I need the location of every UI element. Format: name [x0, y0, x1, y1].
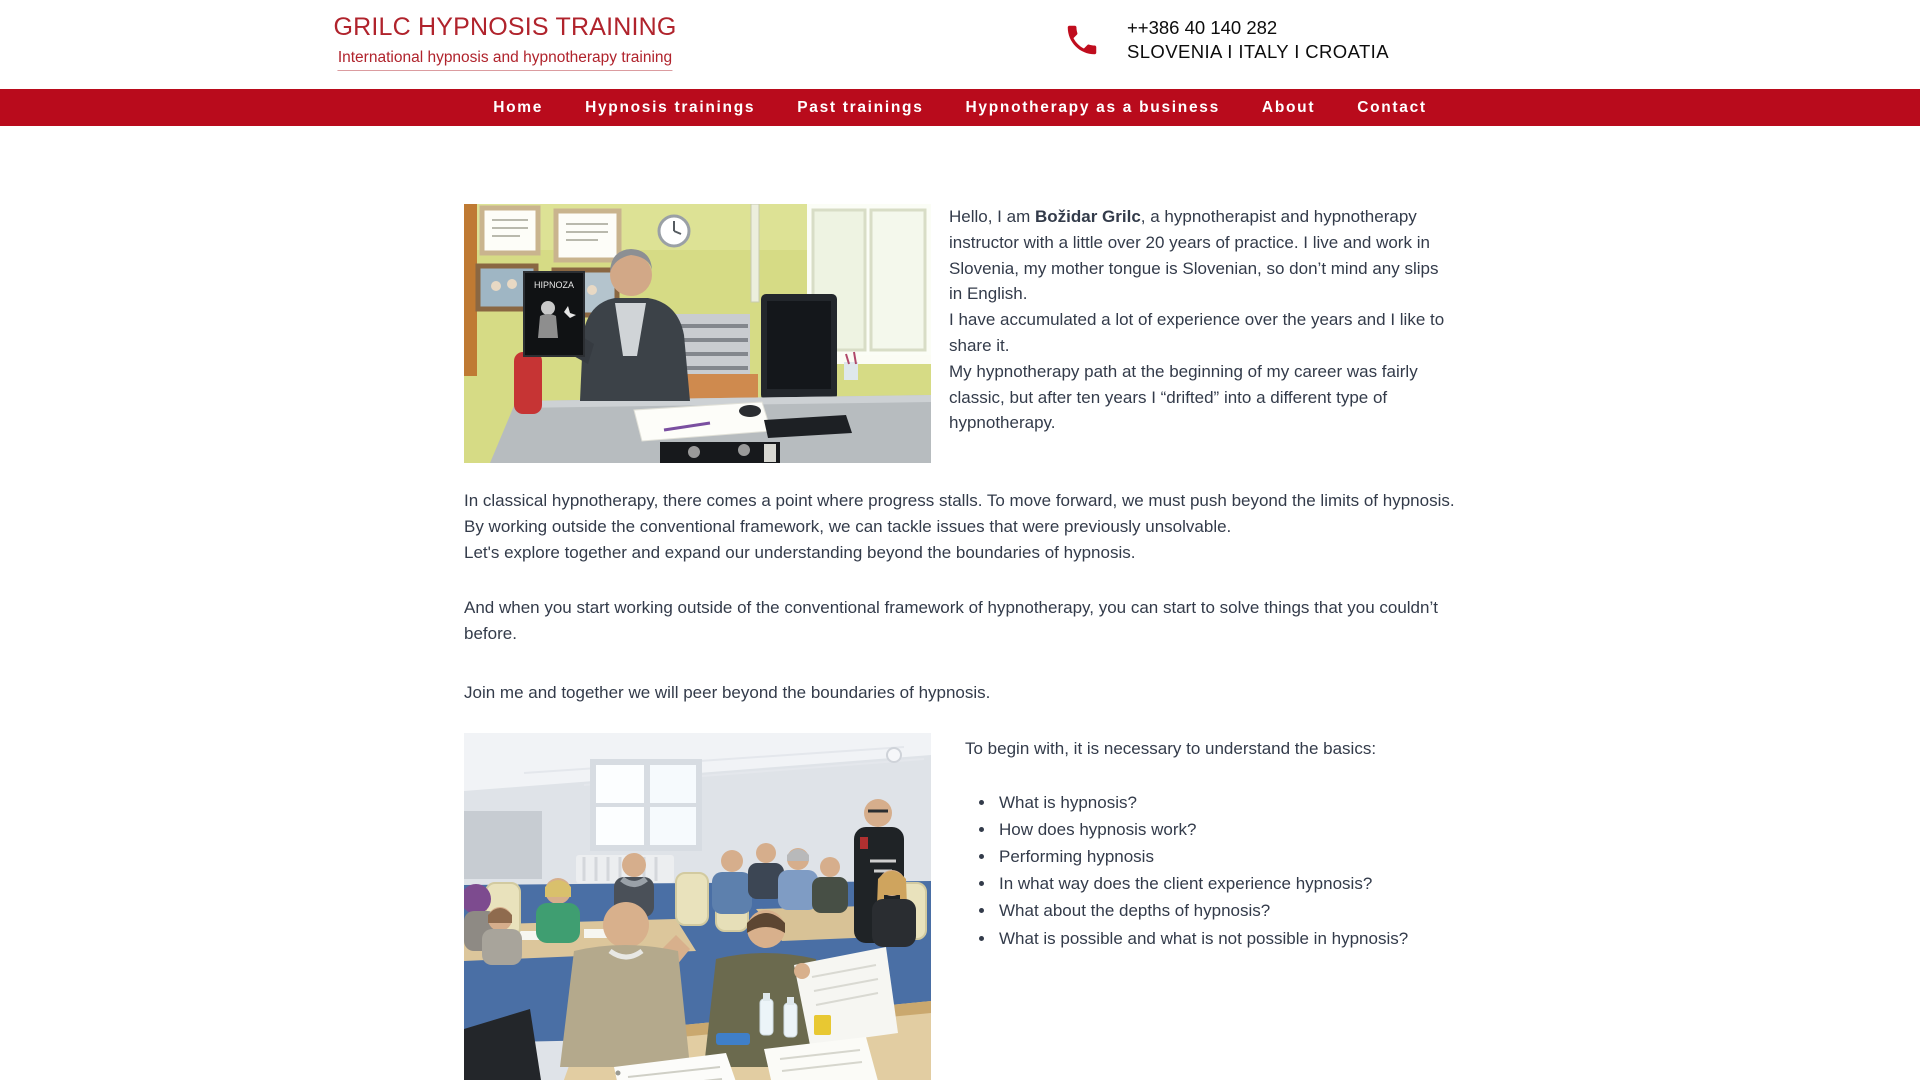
- office-photo: [464, 204, 931, 463]
- basics-item: • What is possible and what is not possible in hypnosis?: [996, 925, 1429, 952]
- book-title: HIPNOZA: [533, 280, 575, 290]
- basics-item: • What about the depths of hypnosis?: [996, 897, 1429, 924]
- basics-row: [464, 733, 1456, 1080]
- classical-hypnotherapy-text: In classical hypnotherapy, there comes a point where progress stalls. To move forward, we must push beyond the limits of hypnosis. By working outside the conventional framework, we can tackle issues that were previously unsolvable.: [464, 491, 1455, 536]
- basics-item: • In what way does the client experience hypnosis?: [996, 870, 1429, 897]
- phone-contact-block: [1063, 16, 1389, 64]
- intro-text: [949, 204, 1456, 436]
- page-content: [464, 126, 1456, 1080]
- logo-title: GRILC HYPNOSIS TRAINING: [333, 13, 677, 41]
- nav-item-about[interactable]: About: [1261, 98, 1316, 116]
- nav-item-past-trainings[interactable]: Past trainings: [797, 98, 924, 116]
- explore-together-text: Let's explore together and expand our understanding beyond the boundaries of hypnosis.: [464, 542, 1136, 562]
- site-logo[interactable]: [333, 13, 676, 71]
- basics-item: • What is hypnosis?: [996, 789, 1429, 816]
- main-nav: [0, 89, 1920, 126]
- logo-subtitle: International hypnosis and hypnotherapy training: [338, 49, 672, 71]
- basics-list: [965, 789, 1429, 952]
- join-me-text: Join me and together we will peer beyond the boundaries of hypnosis.: [464, 682, 991, 702]
- basics-intro: To begin with, it is necessary to understand the basics:: [965, 738, 1377, 758]
- nav-item-home[interactable]: Home: [493, 98, 544, 116]
- site-header: [0, 0, 1920, 89]
- intro-row: [464, 204, 1456, 463]
- classroom-photo-illustration: [464, 733, 931, 1080]
- hipnoza-book: [524, 272, 584, 356]
- nav-item-hypnosis-trainings[interactable]: Hypnosis trainings: [585, 98, 756, 116]
- office-photo-illustration: [464, 204, 931, 463]
- phone-number: ++386 40 140 282: [1127, 17, 1278, 38]
- phone-text: [1127, 16, 1389, 64]
- basics-item: • Performing hypnosis: [996, 843, 1429, 870]
- basics-section: [949, 733, 1429, 952]
- intro-paragraph-1: Hello, I am Božidar Grilc, a hypnotherapist and hypnotherapy instructor with a little over 20 years of practice. I live and work in Slovenia, my mother tongue is Slovenian, so don’t mind any slips in English.: [949, 207, 1439, 304]
- intro-paragraph-2: I have accumulated a lot of experience over the years and I like to share it.: [949, 310, 1445, 355]
- intro-paragraph-3: My hypnotherapy path at the beginning of my career was fairly classic, but after ten years I “drifted” into a different type of hypnotherapy.: [949, 361, 1418, 433]
- training-classroom-photo: [464, 733, 931, 1080]
- basics-item: • How does hypnosis work?: [996, 816, 1429, 843]
- phone-countries: SLOVENIA I ITALY I CROATIA: [1127, 41, 1389, 62]
- nav-item-hypnotherapy-as-a-business[interactable]: Hypnotherapy as a business: [965, 98, 1220, 116]
- classical-hypnotherapy-block: [464, 488, 1456, 565]
- author-name: Božidar Grilc: [1034, 207, 1141, 226]
- outside-framework-text: And when you start working outside of the conventional framework of hypnotherapy, you can start to solve things that you couldn’t before.: [464, 598, 1438, 644]
- phone-icon: [1063, 21, 1101, 59]
- nav-item-contact[interactable]: Contact: [1357, 98, 1427, 116]
